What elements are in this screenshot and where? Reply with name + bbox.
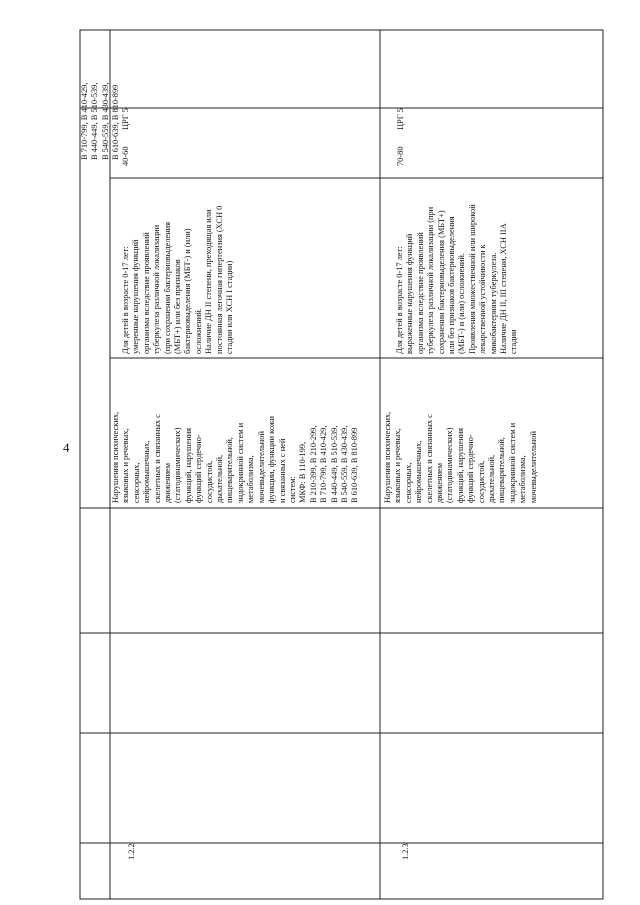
row-2-percent: 70-80 [396,146,405,166]
row-1-criteria: ЦРГ 5 [121,108,130,130]
continued-codes-fragment: В 710-799, В 410-429, В 440-449, В 510-539, В 540-559, В 430-439, В 610-639, В 810-899 [80,82,121,160]
page-number: 4 [63,440,70,455]
row-1-description: Для детей в возрасте 0-17 лет: умеренные нарушения функций организма вследствие проявлений туберкулеза различной локализации (при сохранении бактериовыделения (МБТ+) или без признаков бактериовыделения (МБТ-) и (или) осложнений. Наличие ДН II степени, преходящая или постоянная легочная гипертензия (ХСН 0 стадии или ХСН I стадии) [121,205,235,354]
row-2-criteria: ЦРГ 5 [396,108,405,130]
row-1-percent: 40-60 [121,146,130,166]
row-2-code: 1.2.3 [401,843,410,860]
row-2-description: Для детей в возрасте 0-17 лет: выраженные нарушения функций организма вследствие проявлений туберкулеза различной локализации (при сохранении бактериовыделения (МБТ+) или без признаков бактериовыделения (МБТ-) и (или) осложнений. Проявления множественной или широкой лекарственной устойчивости к микобактериям туберкулеза. Наличие ДН II, III степени, ХСН IIА стадии [395,204,519,354]
row-1-code: 1.2.2 [127,843,136,860]
row-1-functions: Нарушения психических, языковых и речевых, сенсорных, нейромышечных, скелетных и связанных с движением (статодинамических) функций, нарушения функций сердечно- сосудистой, дыхательной, пищеварительной, эндокринной систем и метаболизма, мочевыделительной функции, функции кожи и связанных с ней систем: МКФ: В 110-199, В 210-399, В 210-299, В 710-799, В 410-429, В 440-449, В 510-539, В 540-559, В 430-439, В 610-639, В 810-899 [111,411,360,503]
row-2-functions: Нарушения психических, языковых и речевых, сенсорных, нейромышечных, скелетных и связанных с движением (статодинамических) функций, нарушения функций сердечно- сосудистой, дыхательной, пищеварительной, эндокринной систем и метаболизма, мочевыделительной [383,411,538,503]
